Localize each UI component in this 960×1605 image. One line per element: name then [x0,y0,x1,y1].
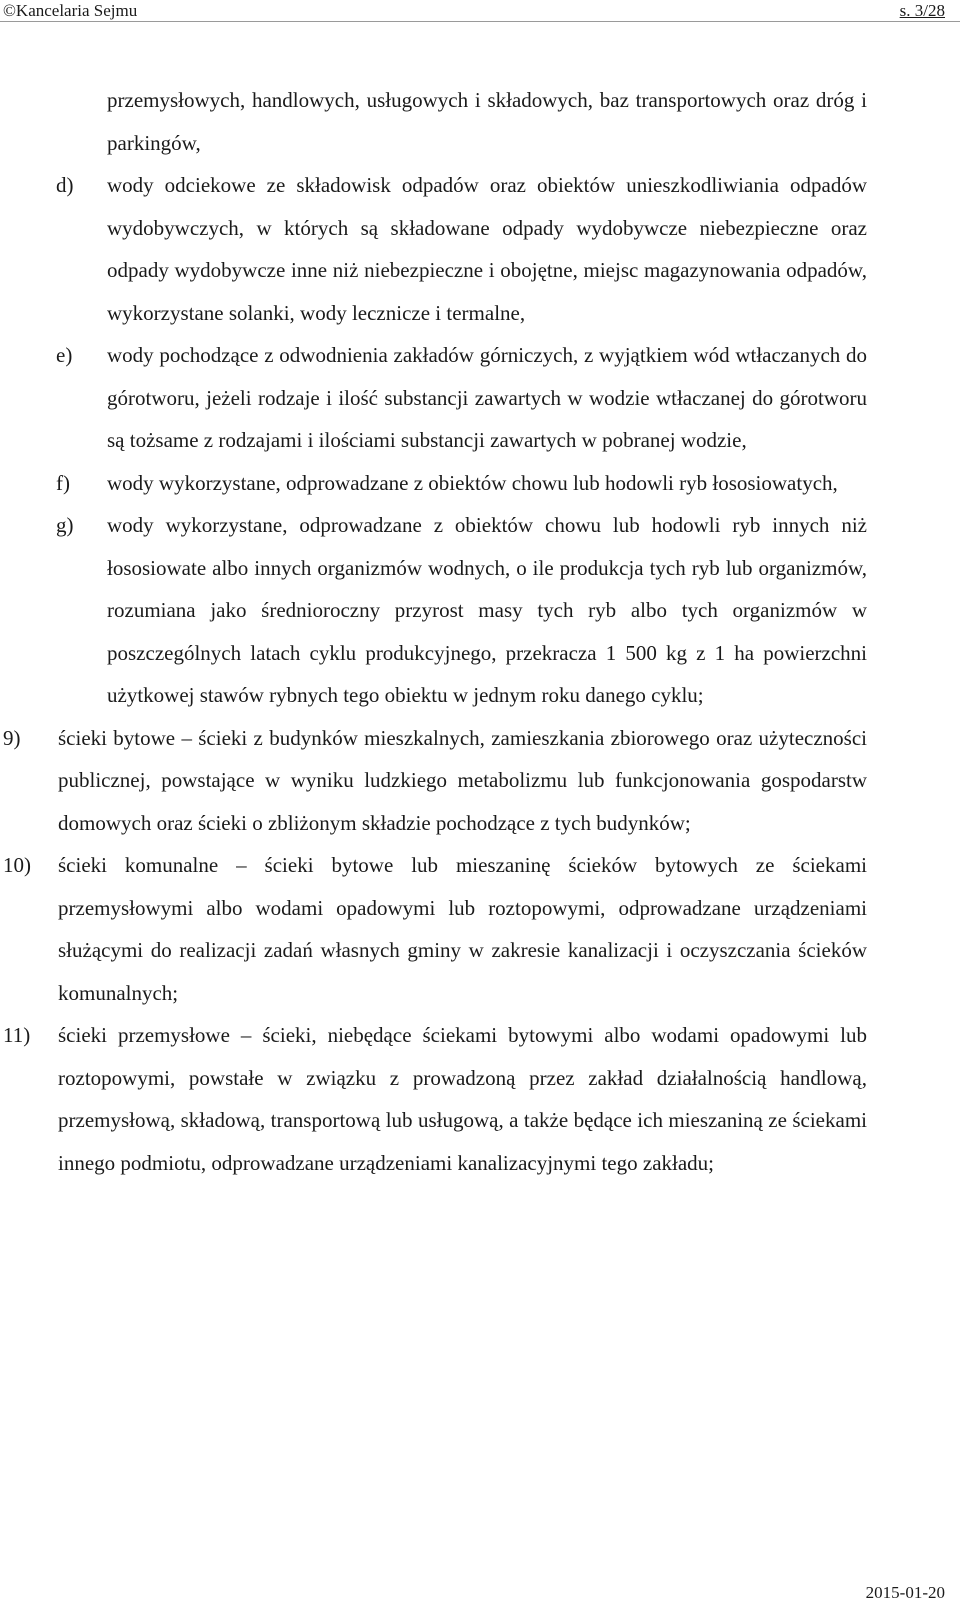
list-item-9 [3,717,867,845]
list-item-11 [3,1014,867,1184]
list-item-d [56,164,867,334]
list-item-g [56,504,867,717]
item-label: e) [56,343,73,367]
item-label: g) [56,513,74,537]
item-text: ścieki przemysłowe – ścieki, niebędące ściekami bytowymi albo wodami opadowymi lub roztopowymi, powstałe w związku z prowadzoną przez zakład działalnością handlową, przemysłową, składową, transportową lub usługową, a także będące ich mieszaniną ze ściekami innego podmiotu, odprowadzane urządzeniami kanalizacyjnymi tego zakładu; [58,1023,867,1175]
item-text: ścieki bytowe – ścieki z budynków mieszkalnych, zamieszkania zbiorowego oraz użyteczności publicznej, powstające w wyniku ludzkiego metabolizmu lub funkcjonowania gospodarstw domowych oraz ścieki o zbliżonym składzie pochodzące z tych budynków; [58,725,867,835]
header-divider [0,21,960,22]
item-label: 9) [3,725,21,750]
continuation-paragraph: przemysłowych, handlowych, usługowych i składowych, baz transportowych oraz dróg i parkingów, [107,88,867,155]
document-body [0,79,960,1184]
list-item-e [56,334,867,462]
item-label: f) [56,470,70,495]
header-source: ©Kancelaria Sejmu [3,1,138,20]
list-item-10 [3,844,867,1014]
item-text: ścieki komunalne – ścieki bytowe lub mieszaninę ścieków bytowych ze ściekami przemysłowymi albo wodami opadowymi lub roztopowymi, odprowadzane urządzeniami służącymi do realizacji zadań własnych gminy w zakresie kanalizacji i oczyszczania ścieków komunalnych; [58,853,867,1005]
list-item-f [56,462,867,505]
item-text: wody wykorzystane, odprowadzane z obiektów chowu lub hodowli ryb innych niż łososiowate albo innych organizmów wodnych, o ile produkcja tych ryb lub organizmów, rozumiana jako średnioroczny przyrost masy tych ryb albo tych organizmów w poszczególnych latach cyklu produkcyjnego, przekracza 1 500 kg z 1 ha powierzchni użytkowej stawów rybnych tego obiektu w jednym roku danego cyklu; [107,513,867,707]
footer-date: 2015-01-20 [865,1583,945,1602]
item-label: d) [56,173,74,197]
item-text: wody odciekowe ze składowisk odpadów oraz obiektów unieszkodliwiania odpadów wydobywczych, w których są składowane odpady wydobywcze niebezpieczne oraz odpady wydobywcze inne niż niebezpieczne i obojętne, miejsc magazynowania odpadów, wykorzystane solanki, wody lecznicze i termalne, [107,173,867,325]
item-label: 10) [3,853,31,877]
item-label: 11) [3,1023,31,1047]
item-text: wody wykorzystane, odprowadzane z obiektów chowu lub hodowli ryb łososiowatych, [107,470,838,495]
item-text: wody pochodzące z odwodnienia zakładów górniczych, z wyjątkiem wód wtłaczanych do górotworu, jeżeli rodzaje i ilość substancji zawartych w wodzie wtłaczanej do górotworu są tożsame z rodzajami i ilościami substancji zawartych w pobranej wodzie, [107,343,867,452]
header-page-number: s. 3/28 [899,1,945,20]
